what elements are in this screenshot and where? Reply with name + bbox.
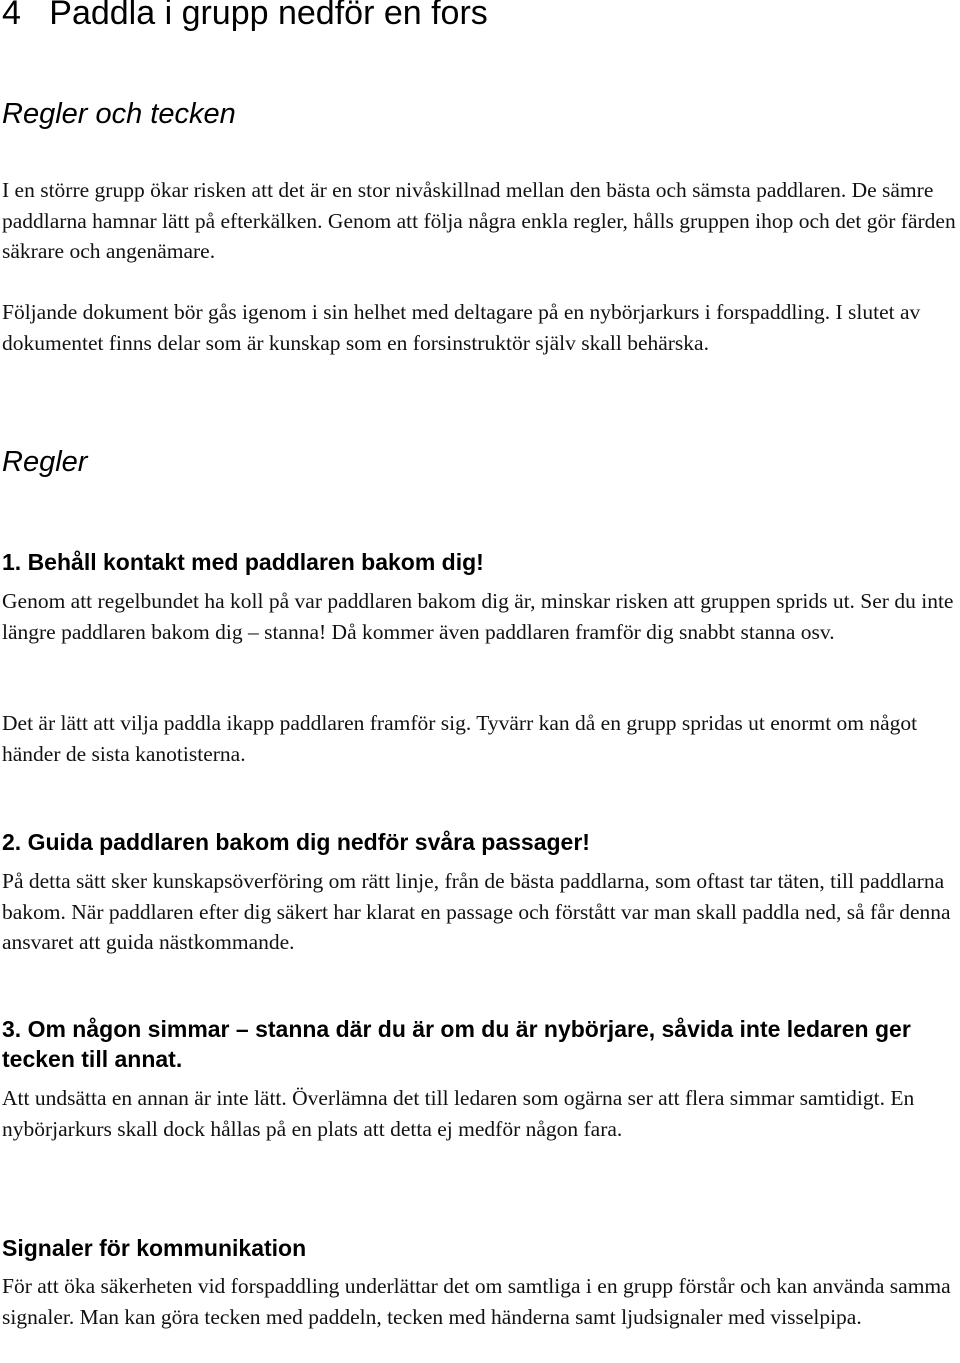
rule-3-title: 3. Om någon simmar – stanna där du är om du är nybörjare, såvida inte ledaren ger tecken till annat.: [2, 1016, 911, 1072]
chapter-number: 4: [2, 0, 21, 32]
intro-paragraph-2: Följande dokument bör gås igenom i sin helhet med deltagare på en nybörjarkurs i forspaddling. I slutet av dokumentet finns delar som är kunskap som en forsinstruktör själv skall behärska.: [2, 300, 921, 355]
intro-paragraph-1: I en större grupp ökar risken att det är en stor nivåskillnad mellan den bästa och sämsta paddlaren. De sämre paddlarna hamnar lätt på efterkälken. Genom att följa några enkla regler, hålls gruppen ihop och det gör färden säkrare och angenämare.: [2, 178, 956, 263]
rule-1-title: 1. Behåll kontakt med paddlaren bakom dig!: [2, 549, 484, 575]
chapter-title: Paddla i grupp nedför en fors: [49, 0, 488, 32]
rule-1-paragraph-1: Genom att regelbundet ha koll på var paddlaren bakom dig är, minskar risken att gruppen sprids ut. Ser du inte längre paddlaren bakom dig – stanna! Då kommer även paddlaren framför dig snabbt stanna osv.: [2, 589, 954, 644]
rule-1-paragraph-2: Det är lätt att vilja paddla ikapp paddlaren framför sig. Tyvärr kan då en grupp spridas ut enormt om något händer de sista kanotisterna.: [2, 711, 918, 766]
rule-2-paragraph-1: På detta sätt sker kunskapsöverföring om rätt linje, från de bästa paddlarna, som oftast tar täten, till paddlarna bakom. När paddlaren efter dig säkert har klarat en passage och förstått var man skall paddla ned, så får denna ansvaret att guida nästkommande.: [2, 869, 951, 954]
rule-3-paragraph-1: Att undsätta en annan är inte lätt. Överlämna det till ledaren som ogärna ser att flera simmar samtidigt. En nybörjarkurs skall dock hållas på en plats att detta ej medför någon fara.: [2, 1086, 915, 1141]
signals-paragraph-1: För att öka säkerheten vid forspaddling underlättar det om samtliga i en grupp förstår och kan använda samma signaler. Man kan göra tecken med paddeln, tecken med händerna samt ljudsignaler med visselpipa.: [2, 1274, 951, 1329]
rule-2-title: 2. Guida paddlaren bakom dig nedför svåra passager!: [2, 829, 590, 855]
signals-heading: Signaler för kommunikation: [2, 1235, 307, 1261]
section-heading-rules-and-signs: Regler och tecken: [2, 98, 236, 130]
section-heading-rules: Regler: [2, 446, 88, 478]
chapter-heading: [2, 0, 488, 33]
